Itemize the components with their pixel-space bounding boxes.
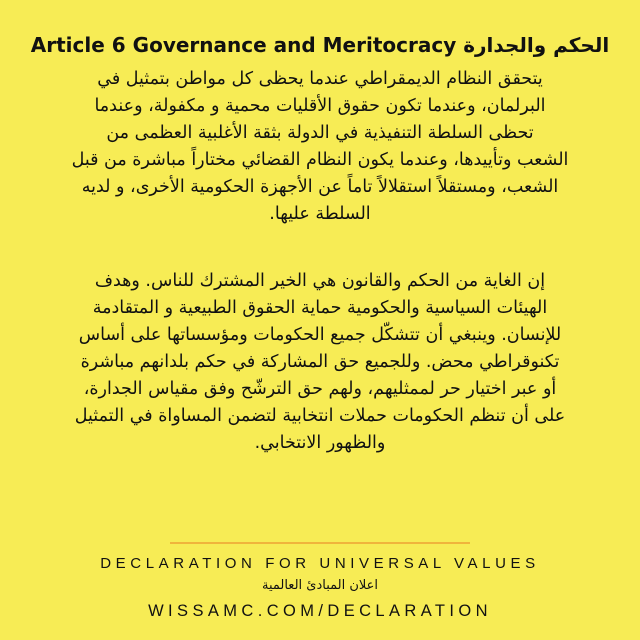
divider bbox=[170, 542, 470, 544]
text-line: السلطة عليها. bbox=[269, 204, 371, 224]
text-line: إن الغاية من الحكم والقانون هي الخير المشترك للناس. وهدف bbox=[94, 271, 546, 291]
text-line: على أن تنظم الحكومات حملات انتخابية لتضمن المساواة في التمثيل bbox=[74, 406, 566, 426]
text-line: أو عبر اختيار حر لممثليهم، ولهم حق الترشّح وفق مقياس الجدارة، bbox=[83, 379, 557, 399]
text-line: البرلمان، وعندما تكون حقوق الأقليات محمية و مكفولة، وعندما bbox=[94, 96, 546, 116]
text-line: الشعب وتأييدها، وعندما يكون النظام القضائي مختاراً مباشرة من قبل bbox=[71, 150, 569, 170]
text-line: الهيئات السياسية والحكومية حماية الحقوق الطبيعية و المتقادمة bbox=[92, 298, 548, 318]
paragraph-1 bbox=[20, 66, 620, 228]
text-line: للإنسان. وينبغي أن تتشكّل جميع الحكومات ومؤسساتها على أساس bbox=[78, 325, 562, 345]
organization-name: DECLARATION FOR UNIVERSAL VALUES bbox=[100, 555, 540, 572]
paragraph-2 bbox=[20, 268, 620, 457]
text-line: الشعب، ومستقلاً استقلالاً تاماً عن الأجهزة الحكومية الأخرى، و لديه bbox=[81, 177, 559, 197]
text-line: تكنوقراطي محض. وللجميع حق المشاركة في حكم بلدانهم مباشرة bbox=[80, 352, 560, 372]
text-line: والظهور الانتخابي. bbox=[254, 433, 386, 453]
text-line: يتحقق النظام الديمقراطي عندما يحظى كل مواطن بتمثيل في bbox=[97, 69, 543, 89]
website-url: WISSAMC.COM/DECLARATION bbox=[148, 602, 492, 620]
organization-name-arabic: اعلان المبادئ العالمية bbox=[261, 578, 379, 593]
text-line: تحظى السلطة التنفيذية في الدولة بثقة الأغلبية العظمى من bbox=[106, 123, 534, 143]
article-title: الحكم والجدارة Article 6 Governance and Meritocracy bbox=[30, 33, 610, 57]
